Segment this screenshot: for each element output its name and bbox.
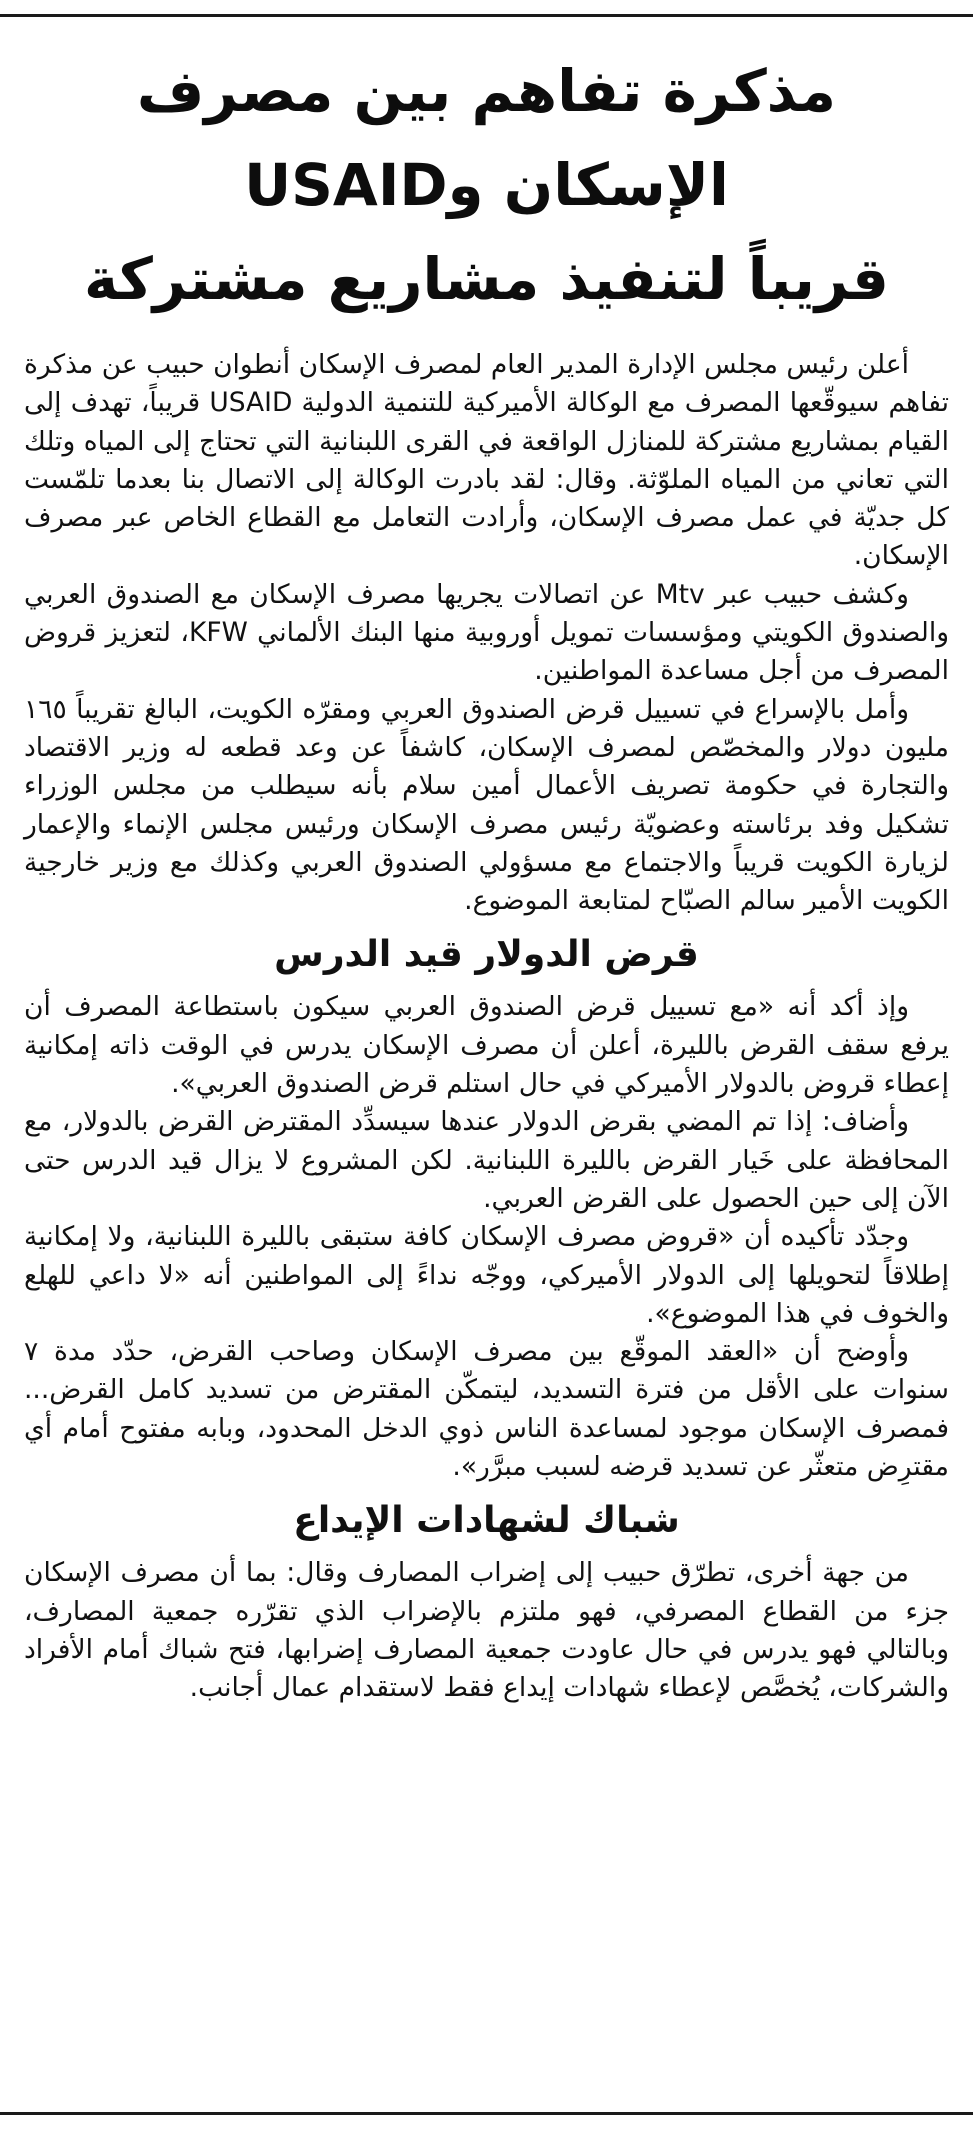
paragraph-1: أعلن رئيس مجلس الإدارة المدير العام لمصرف الإسكان أنطوان حبيب عن مذكرة تفاهم سيوقّعها المصرف مع الوكالة الأميركية للتنمية الدولية USAID قريباً، تهدف إلى القيام بمشاريع مشتركة للمنازل الواقعة في القرى اللبنانية التي تحتاج إلى المياه وتلك التي تعاني من المياه الملوّثة. وقال: لقد بادرت الوكالة إلى الاتصال بنا بعدما تلمّست كل جديّة في عمل مصرف الإسكان، وأرادت التعامل مع القطاع الخاص عبر مصرف الإسكان.: [24, 349, 949, 572]
article-body: [24, 346, 949, 1708]
paragraph-7: وأوضح أن «العقد الموقّع بين مصرف الإسكان وصاحب القرض، حدّد مدة ٧ سنوات على الأقل من فترة التسديد، ليتمكّن المقترض من تسديد كامل القرض... فمصرف الإسكان موجود لمساعدة الناس ذوي الدخل المحدود، وبابه مفتوح أمام أي مقترِض متعثّر عن تسديد قرضه لسبب مبرَّر».: [24, 1336, 949, 1483]
paragraph-6: وجدّد تأكيده أن «قروض مصرف الإسكان كافة ستبقى بالليرة اللبنانية، ولا إمكانية إطلاقاً لتحويلها إلى الدولار الأميركي، ووجّه نداءً إلى المواطنين أنه «لا داعي للهلع والخوف في هذا الموضوع».: [24, 1221, 949, 1329]
headline-line-1: مذكرة تفاهم بين مصرف الإسكان وUSAID: [136, 57, 837, 219]
bottom-rule: [0, 2112, 973, 2115]
article: [24, 44, 949, 1708]
headline: [24, 44, 949, 326]
paragraph-2: وكشف حبيب عبر Mtv عن اتصالات يجريها مصرف الإسكان مع الصندوق العربي والصندوق الكويتي ومؤسسات تمويل أوروبية منها البنك الألماني KFW، لتعزيز قروض المصرف من أجل مساعدة المواطنين.: [24, 578, 950, 687]
paragraph-4: وإذ أكد أنه «مع تسييل قرض الصندوق العربي سيكون باستطاعة المصرف أن يرفع سقف القرض بالليرة، أعلن أن مصرف الإسكان يدرس في الوقت ذاته إمكانية إعطاء قروض بالدولار الأميركي في حال استلم قرض الصندوق العربي».: [24, 991, 949, 1100]
paragraph-5: وأضاف: إذا تم المضي بقرض الدولار عندها سيسدِّد المقترض القرض بالدولار، مع المحافظة على خَيار القرض بالليرة اللبنانية. لكن المشروع لا يزال قيد الدرس حتى الآن إلى حين الحصول على القرض العربي.: [24, 1106, 949, 1214]
paragraph-3: وأمل بالإسراع في تسييل قرض الصندوق العربي ومقرّه الكويت، البالغ تقريباً ١٦٥ مليون دولار والمخصّص لمصرف الإسكان، كاشفاً عن وعد قطعه له وزير الاقتصاد والتجارة في حكومة تصريف الأعمال أمين سلام بأنه سيطلب من مجلس الوزراء تشكيل وفد برئاسته وعضويّة رئيس مصرف الإسكان ورئيس مجلس الإنماء والإعمار لزيارة الكويت قريباً والاجتماع مع مسؤولي الصندوق العربي وكذلك مع وزير خارجية الكويت الأمير سالم الصبّاح لمتابعة الموضوع.: [24, 693, 949, 917]
subheading-deposit-certificates: شباك لشهادات الإيداع: [293, 1500, 680, 1542]
paragraph-8: من جهة أخرى، تطرّق حبيب إلى إضراب المصارف وقال: بما أن مصرف الإسكان جزء من القطاع المصرفي، فهو ملتزم بالإضراب الذي تقرّره جمعية المصارف، وبالتالي فهو يدرس في حال عاودت جمعية المصارف إضرابها، فتح شباك أمام الأفراد والشركات، يُخصَّص لإعطاء شهادات إيداع فقط لاستقدام عمال أجانب.: [24, 1557, 949, 1704]
headline-line-2: قريباً لتنفيذ مشاريع مشتركة: [83, 245, 889, 313]
top-rule: [0, 14, 973, 17]
subheading-dollar-loan: قرض الدولار قيد الدرس: [274, 934, 699, 976]
